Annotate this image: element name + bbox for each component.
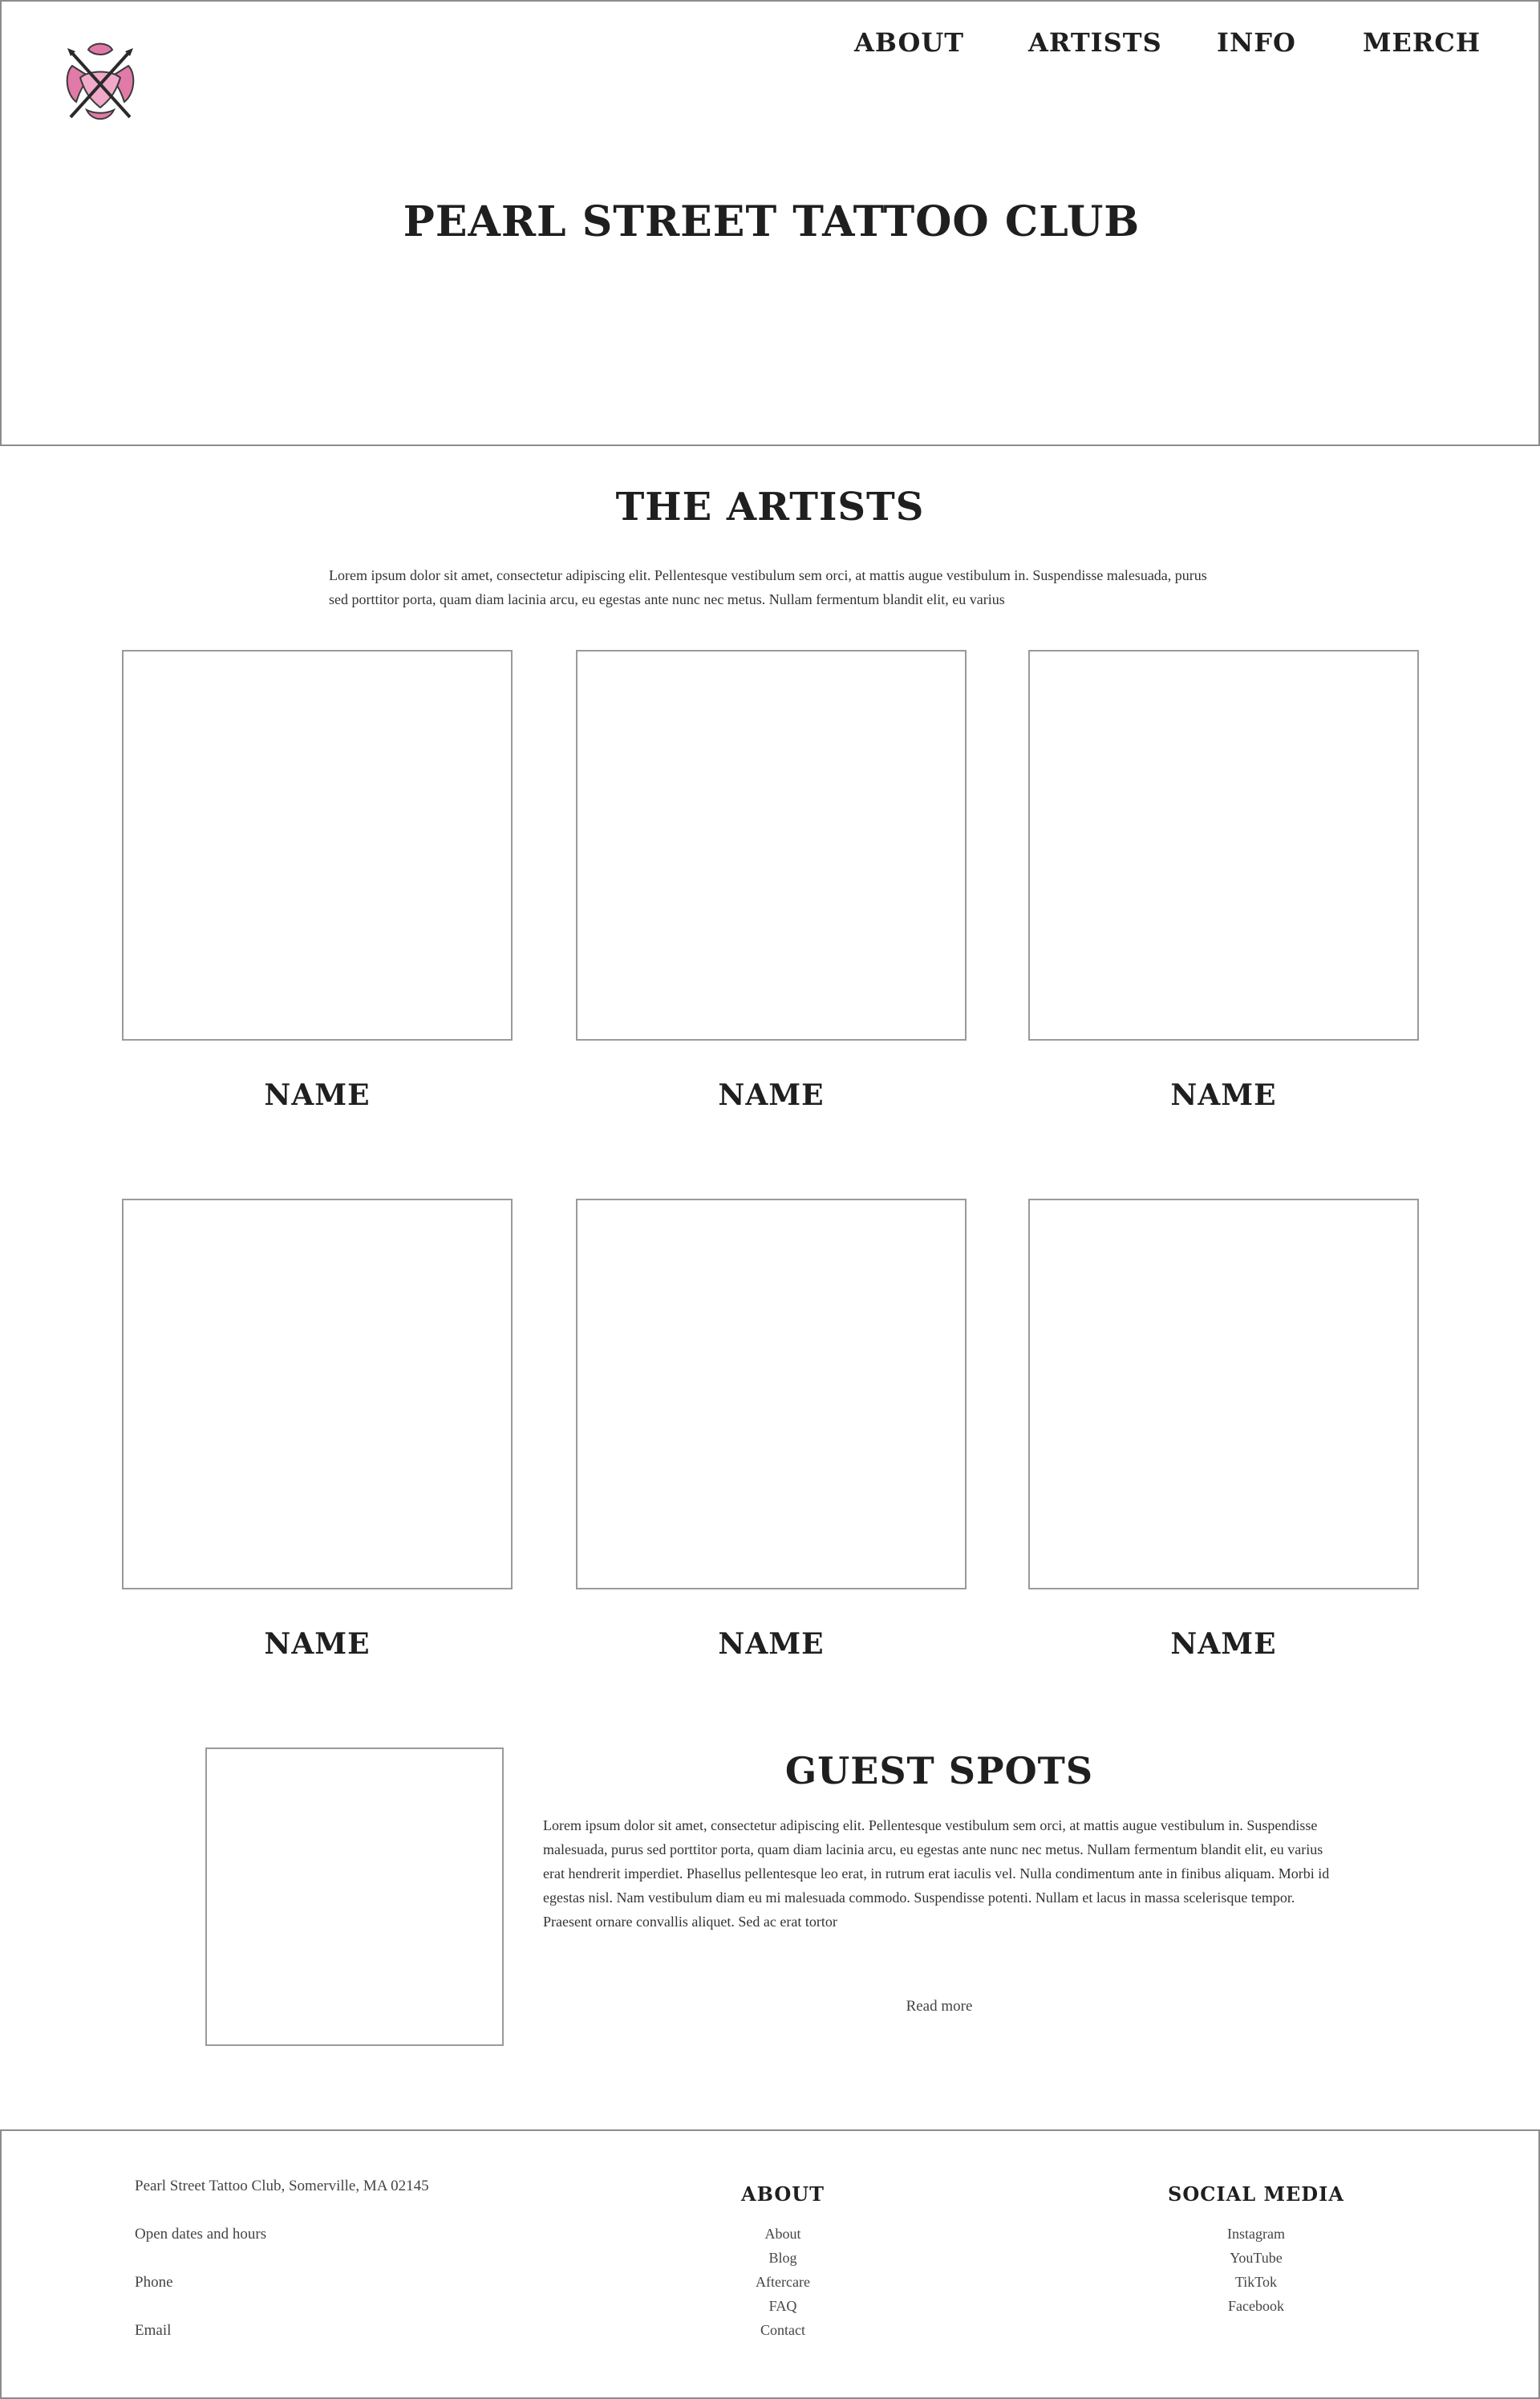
footer-link-contact[interactable]: Contact xyxy=(760,2322,805,2338)
site-header xyxy=(0,0,1540,446)
nav-merch[interactable]: MERCH xyxy=(1363,27,1481,58)
artist-name[interactable]: NAME xyxy=(1170,1627,1277,1661)
footer-address: Pearl Street Tattoo Club, Somerville, MA 02145 xyxy=(135,2178,429,2194)
footer-social-title: SOCIAL MEDIA xyxy=(1168,2182,1344,2206)
footer-link-youtube[interactable]: YouTube xyxy=(1230,2250,1283,2266)
nav-about[interactable]: ABOUT xyxy=(854,27,965,58)
artist-name[interactable]: NAME xyxy=(264,1078,371,1112)
footer-phone: Phone xyxy=(135,2274,173,2291)
footer-hours: Open dates and hours xyxy=(135,2226,267,2243)
guest-spots-text: Lorem ipsum dolor sit amet, consectetur adipiscing elit. Pellentesque vestibulum sem orci, at mattis augue vestibulum in. Suspendisse malesuada, purus sed porttitor porta, quam diam lacinia arcu, eu egestas ante nunc nec metus. Nullam fermentum blandit elit, eu varius erat hendrerit imperdiet. Phasellus pellentesque leo erat, in rutrum erat iaculis vel. Nulla condimentum ante in finibus aliquam. Morbi id egestas nisl. Nam vestibulum diam eu mi malesuada commodo. Suspendisse potenti. Nullam et lacus in massa scelerisque tempor. Praesent ornare convallis aliquet. Sed ac erat tortor xyxy=(543,1817,1330,1930)
nav-artists[interactable]: ARTISTS xyxy=(1028,27,1162,58)
artist-name[interactable]: NAME xyxy=(1170,1078,1277,1112)
artist-photo[interactable] xyxy=(1028,1199,1419,1589)
artist-photo[interactable] xyxy=(576,650,967,1041)
footer-link-instagram[interactable]: Instagram xyxy=(1227,2226,1285,2242)
artist-photo[interactable] xyxy=(122,1199,513,1589)
artist-photo[interactable] xyxy=(1028,650,1419,1041)
artist-name[interactable]: NAME xyxy=(264,1627,371,1661)
artists-intro: Lorem ipsum dolor sit amet, consectetur adipiscing elit. Pellentesque vestibulum sem orci, at mattis augue vestibulum in. Suspendisse malesuada, purus sed porttitor porta, quam diam lacinia arcu, eu egestas ante nunc nec metus. Nullam fermentum blandit elit, eu varius xyxy=(329,567,1207,607)
footer-link-facebook[interactable]: Facebook xyxy=(1228,2298,1284,2314)
guest-spots-photo xyxy=(205,1747,504,2046)
artist-photo[interactable] xyxy=(122,650,513,1041)
footer-email: Email xyxy=(135,2322,172,2339)
footer-link-aftercare[interactable]: Aftercare xyxy=(756,2274,810,2290)
footer-link-blog[interactable]: Blog xyxy=(768,2250,797,2266)
artist-name[interactable]: NAME xyxy=(718,1078,825,1112)
site-footer xyxy=(0,2129,1540,2399)
site-title: PEARL STREET TATTOO CLUB xyxy=(403,197,1141,246)
nav-info[interactable]: INFO xyxy=(1217,27,1296,58)
footer-link-tiktok[interactable]: TikTok xyxy=(1234,2274,1278,2290)
footer-link-about[interactable]: About xyxy=(764,2226,801,2242)
main-nav xyxy=(2,27,1540,67)
artist-name[interactable]: NAME xyxy=(718,1627,825,1661)
footer-link-faq[interactable]: FAQ xyxy=(768,2298,797,2314)
guest-spots-heading: GUEST SPOTS xyxy=(784,1749,1094,1792)
artist-photo[interactable] xyxy=(576,1199,967,1589)
footer-about-title: ABOUT xyxy=(740,2182,825,2206)
read-more-link[interactable]: Read more xyxy=(906,1998,973,2015)
artists-heading: THE ARTISTS xyxy=(615,485,925,530)
